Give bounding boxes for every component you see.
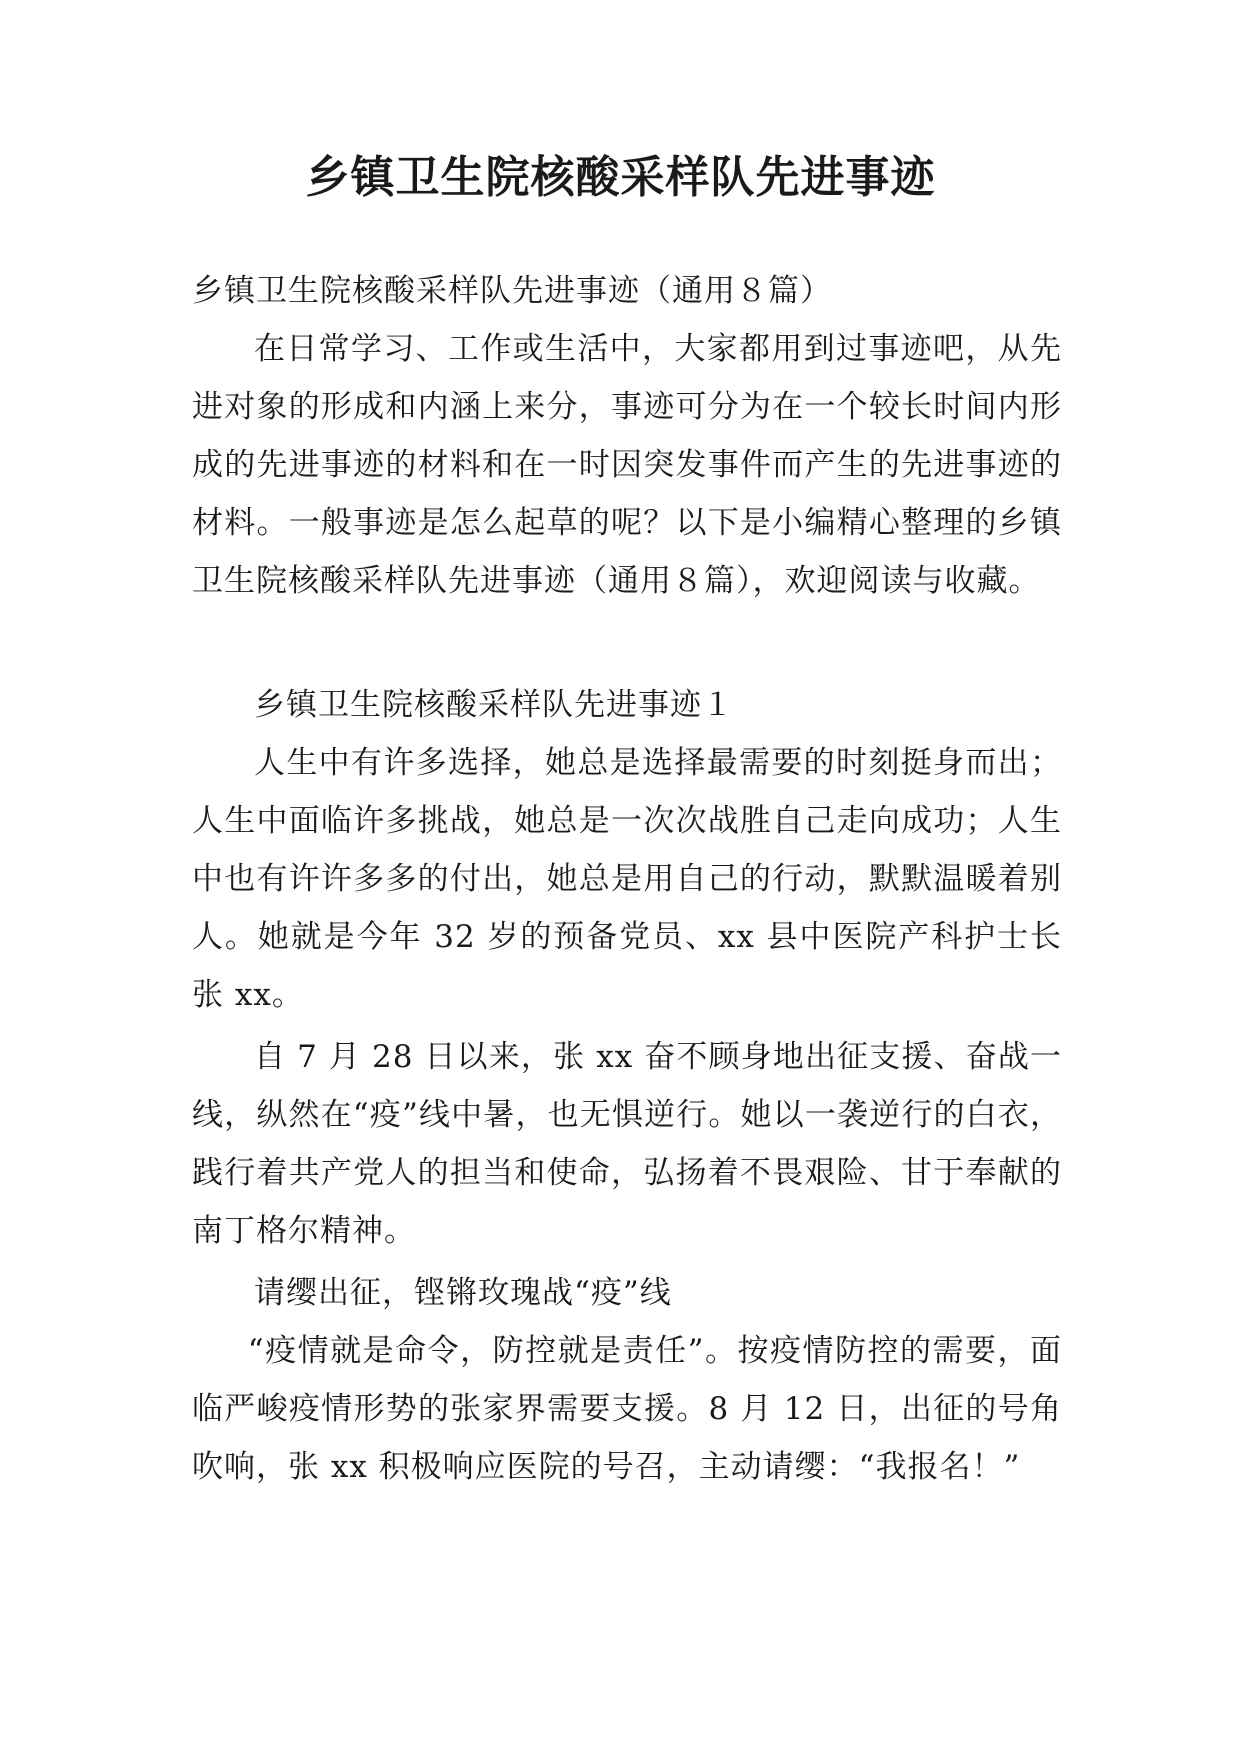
body-paragraph: 自 7 月 28 日以来，张 xx 奋不顾身地出征支援、奋战一线，纵然在“疫”线中暑，也无惧逆行。她以一袭逆行的白衣，践行着共产党人的担当和使命，弘扬着不畏艰险、甘于奉献的南丁格尔精神。 [192,1039,1062,1249]
intro-paragraph: 在日常学习、工作或生活中，大家都用到过事迹吧，从先进对象的形成和内涵上来分，事迹可分为在一个较长时间内形成的先进事迹的材料和在一时因突发事件而产生的先进事迹的材料。一般事迹是怎么起草的呢？以下是小编精心整理的乡镇卫生院核酸采样队先进事迹（通用８篇），欢迎阅读与收藏。 [192,331,1062,599]
document-subtitle: 乡镇卫生院核酸采样队先进事迹（通用８篇） [192,273,832,309]
document-title: 乡镇卫生院核酸采样队先进事迹 [305,152,936,203]
body-paragraph: “疫情就是命令，防控就是责任”。按疫情防控的需要，面临严峻疫情形势的张家界需要支援。8 月 12 日，出征的号角吹响，张 xx 积极响应医院的号召，主动请缨：“我报名！” [192,1333,1062,1485]
document-body [192,262,1062,1496]
section-spacer [192,610,1062,676]
section-heading: 乡镇卫生院核酸采样队先进事迹１ [254,687,734,723]
body-paragraph: 人生中有许多选择，她总是选择最需要的时刻挺身而出；人生中面临许多挑战，她总是一次次战胜自己走向成功；人生中也有许许多多的付出，她总是用自己的行动，默默温暖着别人。她就是今年 32 岁的预备党员、xx 县中医院产科护士长张 xx。 [192,745,1062,1013]
subheading-paragraph: 请缨出征，铿锵玫瑰战“疫”线 [254,1275,672,1311]
